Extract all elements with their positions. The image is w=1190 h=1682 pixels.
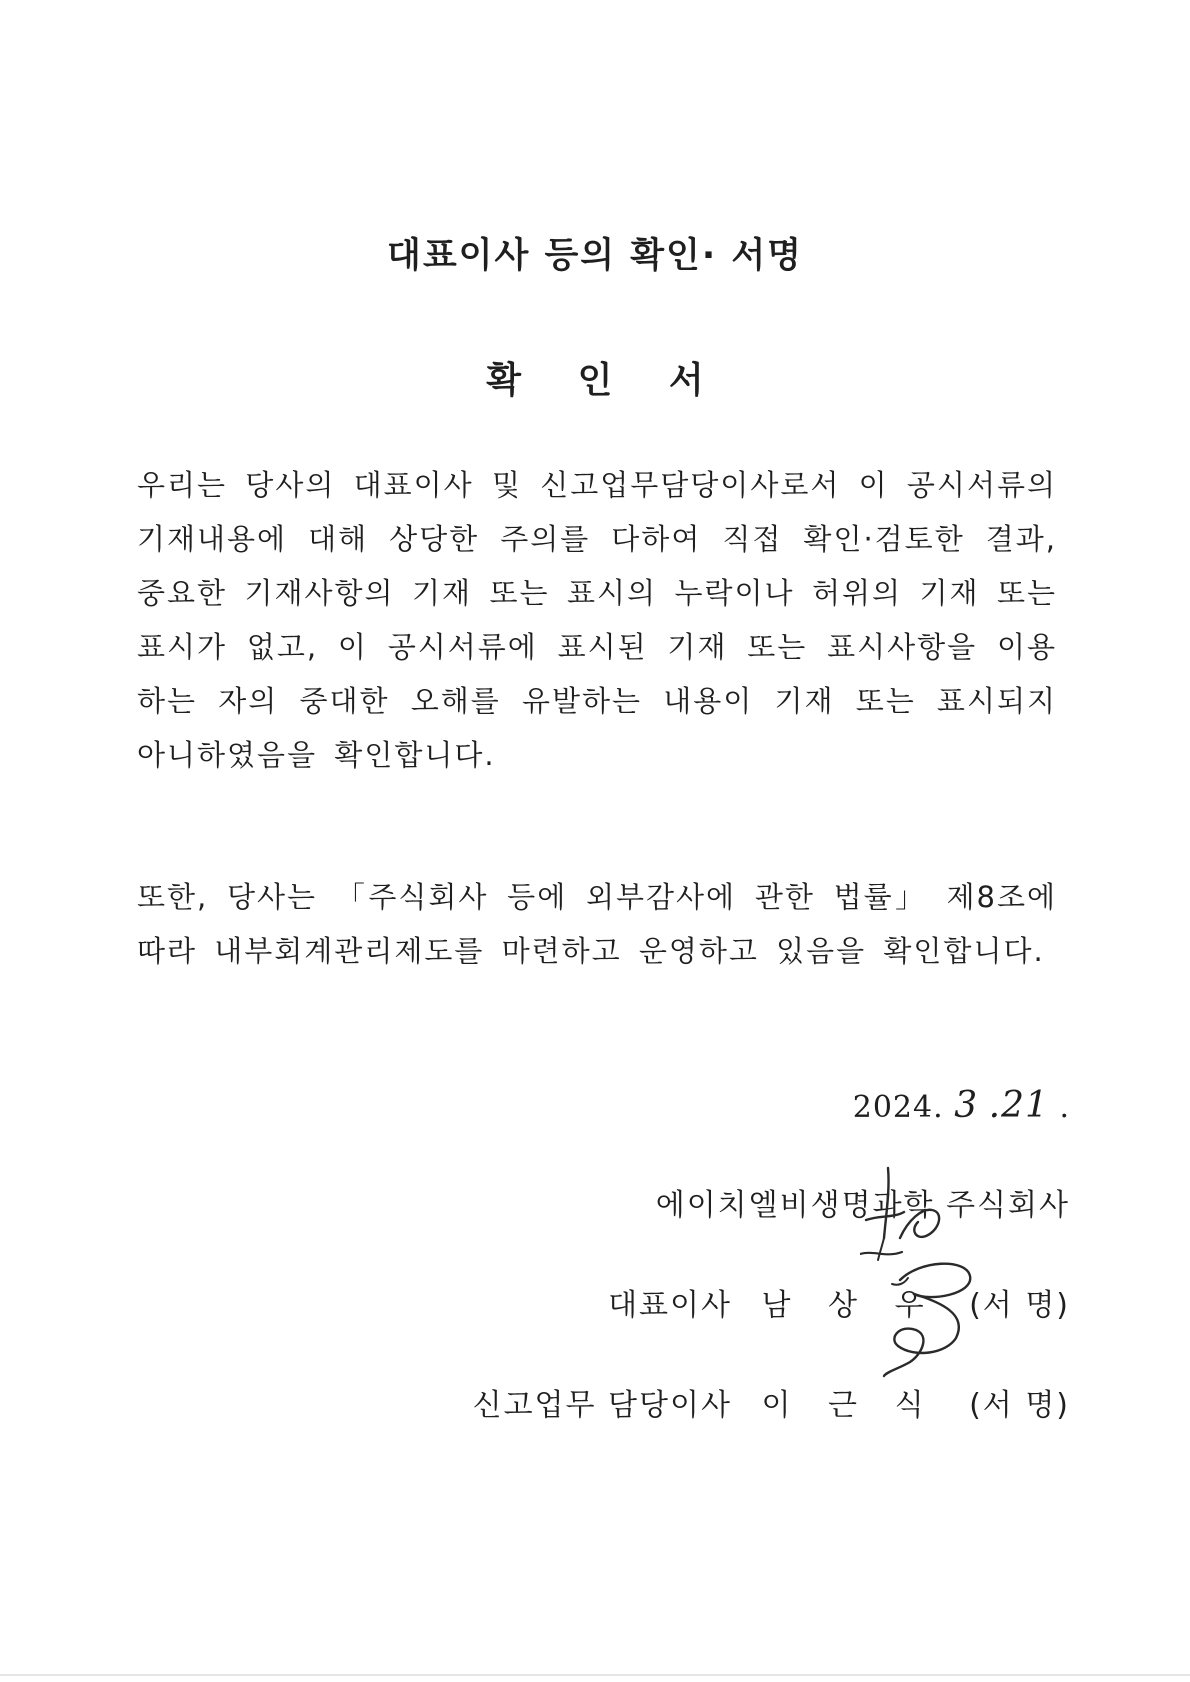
date-day-handwritten: .21 [988, 1085, 1049, 1126]
date-year: 2024. [852, 1090, 944, 1125]
disclosure-officer-signature-line [473, 1380, 1070, 1424]
confirmation-paragraph: 우리는 당사의 대표이사 및 신고업무담당이사로서 이 공시서류의 기재내용에 대해 상당한 주의를 다하여 직접 확인·검토한 결과, 중요한 기재사항의 기재 또는 표시의 누락이나 허위의 기재 또는 표시가 없고, 이 공시서류에 표시된 기재 또는 표시사항을 이용하는 자의 중대한 오해를 유발하는 내용이 기재 또는 표시되지 아니하였음을 확인합니다. [137, 468, 1057, 772]
internal-control-paragraph: 또한, 당사는 「주식회사 등에 외부감사에 관한 법률」 제8조에 따라 내부회계관리제도를 마련하고 운영하고 있음을 확인합니다. [137, 880, 1057, 968]
officer-title: 신고업무 담당이사 [472, 1388, 732, 1423]
officer-name: 이 근 식 [761, 1388, 938, 1423]
document-subtitle: 확 인 서 [486, 360, 726, 401]
signing-date [853, 1085, 1070, 1126]
page-bottom-edge [0, 1674, 1190, 1676]
date-trailing-dot: . [1059, 1090, 1070, 1125]
company-name: 에이치엘비생명과학 주식회사 [655, 1188, 1070, 1223]
date-month-handwritten: 3 [954, 1085, 979, 1126]
ceo-sign-mark: (서 명) [969, 1288, 1070, 1323]
ceo-name: 남 상 우 [761, 1288, 938, 1323]
ceo-title: 대표이사 [608, 1288, 732, 1323]
officer-sign-mark: (서 명) [969, 1388, 1070, 1423]
document-title: 대표이사 등의 확인· 서명 [387, 236, 803, 276]
ceo-signature-line [608, 1280, 1070, 1324]
